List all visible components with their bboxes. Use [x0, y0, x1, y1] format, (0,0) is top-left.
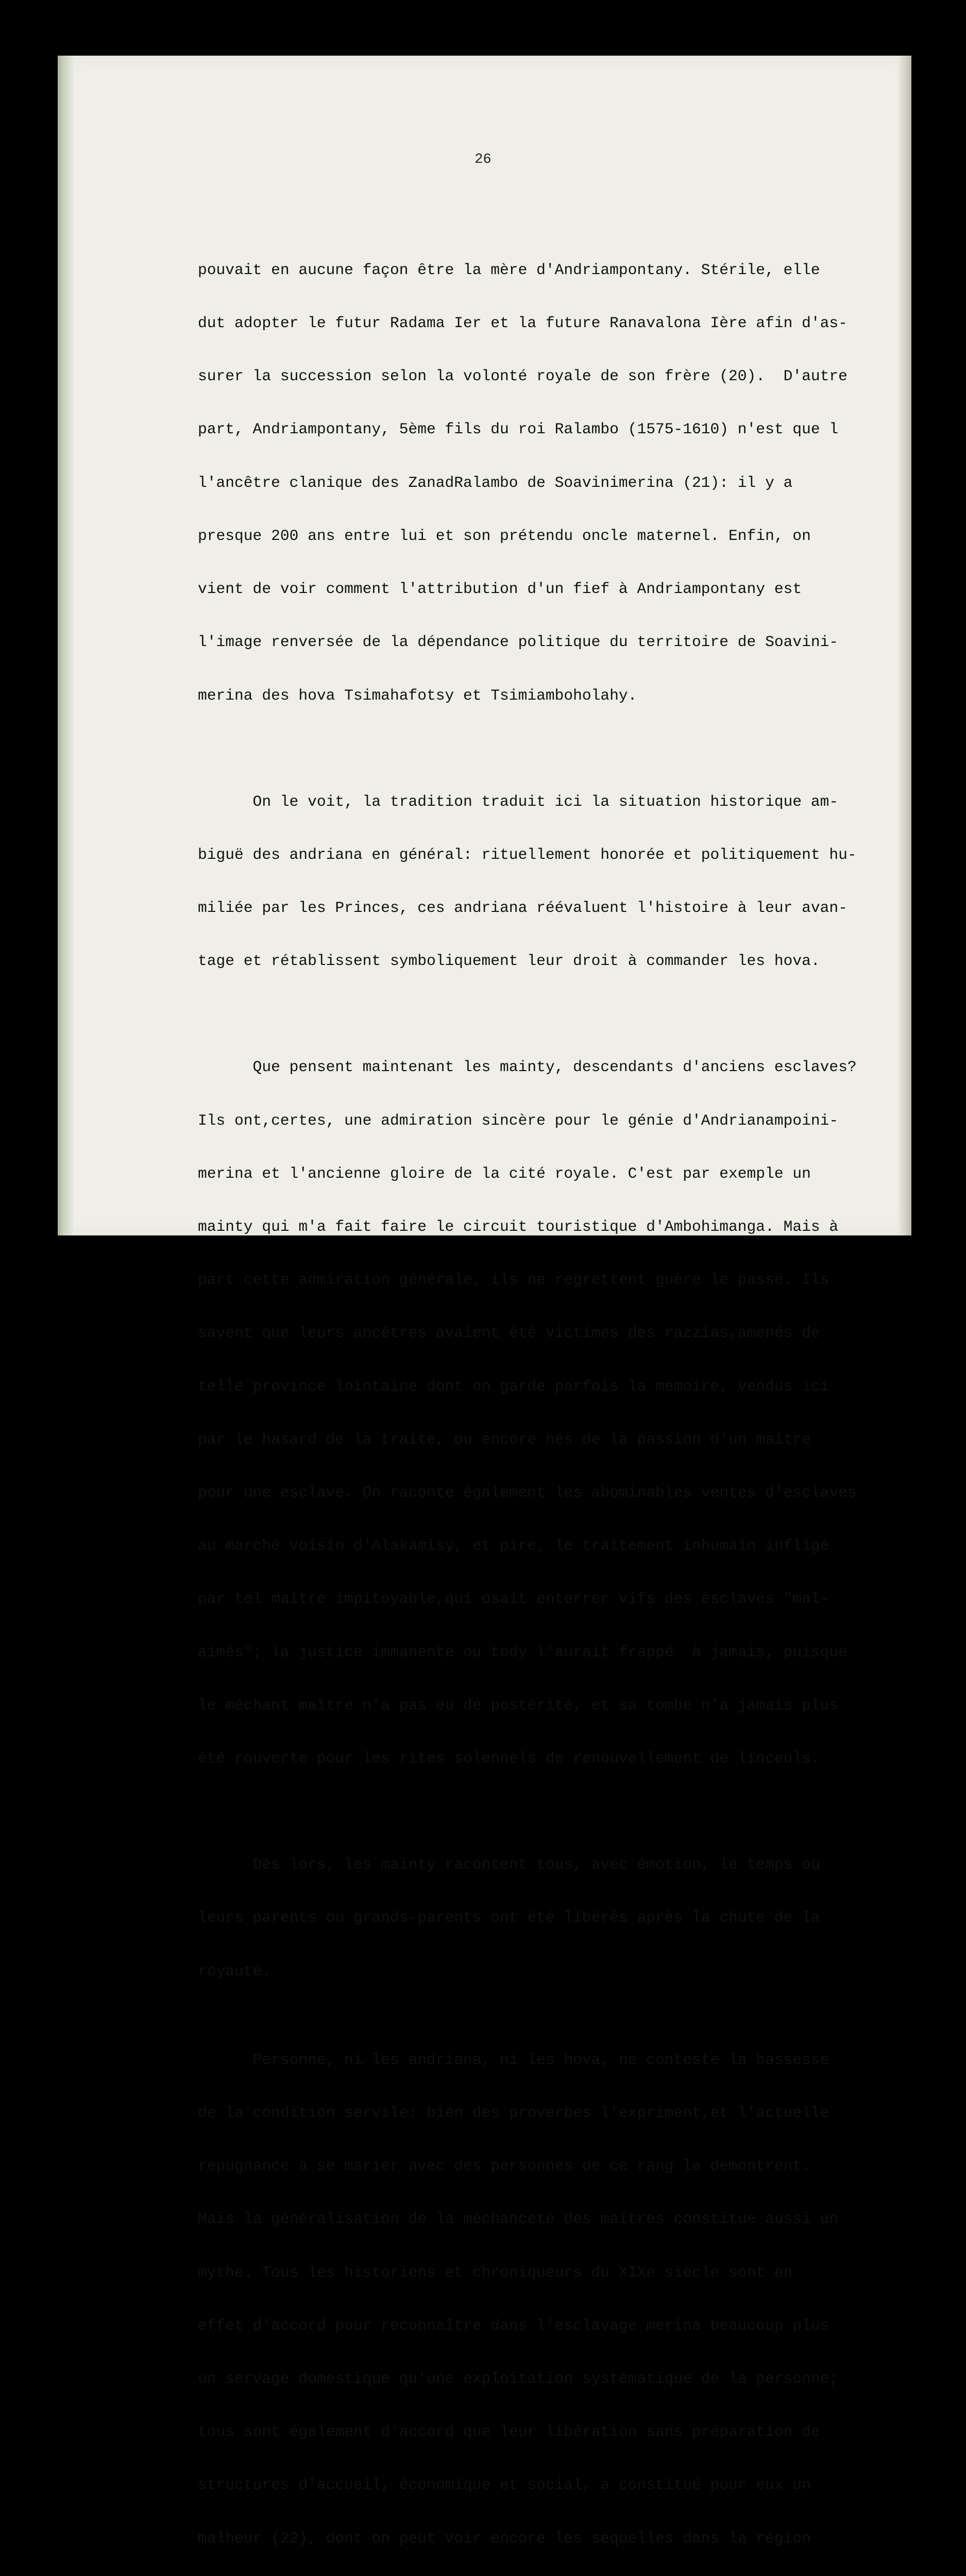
text-line: merina des hova Tsimahafotsy et Tsimiamboholahy. [198, 686, 637, 704]
page-binding-edge [58, 56, 73, 1235]
body-text [198, 226, 868, 2576]
text-line: par le hasard de la traite, ou encore nés de la passion d'un maître [198, 1430, 811, 1448]
text-line: Ils ont,certes, une admiration sincère pour le génie d'Andrianampoini- [198, 1111, 839, 1129]
text-line: répugnance à se marier avec des personnes de ce rang la démontrent. [198, 2157, 811, 2175]
text-line: On le voit, la tradition traduit ici la situation historique am- [198, 792, 839, 810]
text-line: tage et rétablissent symboliquement leur droit à commander les hova. [198, 952, 820, 970]
text-line: malheur (22), dont on peut voir encore les séquelles dans la région [198, 2529, 811, 2547]
paragraph-5 [198, 2015, 868, 2576]
text-line: l'ancêtre clanique des ZanadRalambo de Soavinimerina (21): il y a [198, 473, 793, 492]
text-line: mythe. Tous les historiens et chroniqueurs du XIXe siècle sont en [198, 2263, 793, 2281]
text-line: Mais la généralisation de la méchanceté des maîtres constitue aussi un [198, 2210, 839, 2228]
text-line: biguë des andriana en général: rituellement honorée et politiquement hu- [198, 845, 857, 863]
text-line: l'image renversée de la dépendance politique du territoire de Soavini- [198, 633, 839, 651]
text-line: merina et l'ancienne gloire de la cité royale. C'est par exemple un [198, 1164, 811, 1182]
text-line: leurs parents ou grands-parents ont été libérés après la chute de la [198, 1909, 820, 1927]
paragraph-gap [198, 1005, 868, 1023]
paragraph-gap [198, 1803, 868, 1820]
paragraph-2 [198, 757, 868, 1006]
text-line: été rouverte pour les rites solennels de renouvellement de linceuls. [198, 1750, 820, 1768]
text-line: effet d'accord pour reconnaître dans l'esclavage merina beaucoup plus [198, 2316, 829, 2334]
text-line: pouvait en aucune façon être la mère d'Andriampontany. Stérile, elle [198, 261, 820, 279]
text-line: de la condition servile: bien des proverbes l'expriment,et l'actuelle [198, 2104, 829, 2122]
page-fore-edge [899, 56, 911, 1235]
page-number: 26 [474, 152, 492, 167]
text-line: part, Andriampontany, 5ème fils du roi Ralambo (1575-1610) n'est que l [198, 420, 839, 438]
text-line: vient de voir comment l'attribution d'un fief à Andriampontany est [198, 580, 802, 598]
paragraph-1 [198, 226, 868, 740]
text-line: tous sont également d'accord que leur libération sans préparation de [198, 2423, 820, 2441]
paragraph-gap [198, 740, 868, 757]
text-line: pour une esclave. On raconte également les abominables ventes d'esclaves [198, 1484, 857, 1502]
text-line: surer la succession selon la volonté royale de son frère (20). D'autre [198, 367, 848, 385]
text-line: part cette admiration générale, ils ne regrettent guère le passé. Ils [198, 1271, 829, 1289]
text-line: miliée par les Princes, ces andriana réévaluent l'histoire à leur avan- [198, 899, 848, 917]
text-line: Que pensent maintenant les mainty, descendants d'anciens esclaves? [198, 1058, 857, 1076]
paragraph-3 [198, 1023, 868, 1803]
text-line: dut adopter le futur Radama Ier et la future Ranavalona Ière afin d'as- [198, 314, 848, 332]
text-line: par tel maître impitoyable,qui osait enterrer vifs des esclaves "mal- [198, 1590, 829, 1608]
text-line: mainty qui m'a fait faire le circuit touristique d'Ambohimanga. Mais à [198, 1217, 839, 1235]
text-line: Dès lors, les mainty racontent tous, avec émotion, le temps où [198, 1856, 820, 1874]
text-line: savent que leurs ancêtres avaient été victimes des razzias,amenés de [198, 1324, 820, 1342]
text-line: aimés"; la justice immanente ou tody l'aurait frappé à jamais, puisque [198, 1643, 848, 1661]
text-line: Personne, ni les andriana, ni les hova, ne conteste la bassesse [198, 2050, 829, 2069]
text-line: un servage domestique qu'une exploitation systématique de la personne; [198, 2369, 839, 2387]
text-line: au marché voisin d'Alakamisy, et pire, le traitement inhumain infligé [198, 1537, 829, 1555]
paragraph-4 [198, 1820, 868, 2015]
text-line: structures d'accueil, économique et social, a constitué pour eux un [198, 2476, 811, 2494]
text-line: telle province lointaine dont on garde parfois la mémoire, vendus ici [198, 1377, 829, 1395]
text-line: royauté. [198, 1962, 272, 1980]
text-line: le méchant maître n'a pas eu de postérité, et sa tombe n'a jamais plus [198, 1696, 839, 1714]
text-line: presque 200 ans entre lui et son prétendu oncle maternel. Enfin, on [198, 527, 811, 545]
